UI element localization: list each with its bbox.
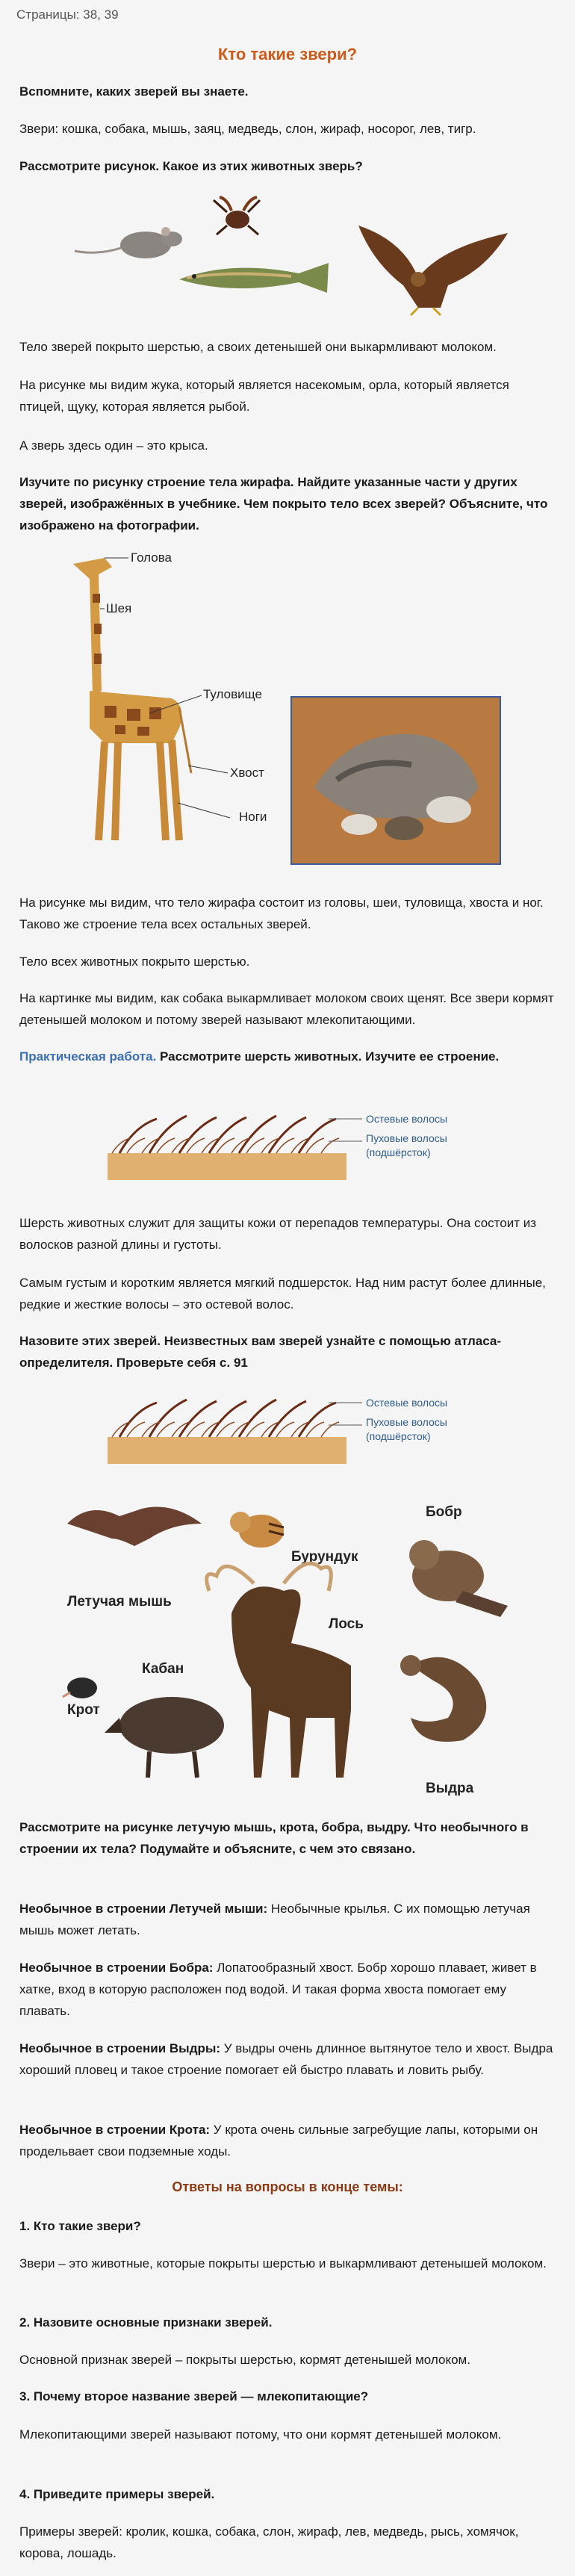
bat-feature	[19, 1898, 557, 1941]
question-5: Рассмотрите на рисунке летучую мышь, крота, бобра, выдру. Что необычного в строении их тела? Подумайте и объясните, с чем это связано.	[19, 1820, 529, 1856]
fur-diagram-2	[105, 1388, 448, 1477]
answer-2-3: А зверь здесь один – это крыса.	[19, 438, 208, 453]
answer-3-1: На рисунке мы видим, что тело жирафа состоит из головы, шеи, туловища, хвоста и ног. Таково же строение тела всех остальных зверей.	[19, 896, 544, 931]
answer-1: Звери: кошка, собака, мышь, заяц, медведь, слон, жираф, носорог, лев, тигр.	[19, 122, 476, 136]
label-line-legs	[178, 803, 230, 818]
label-neck: Шея	[106, 601, 132, 615]
label-head: Голова	[131, 550, 172, 565]
undercoat-label-2: (подшёрсток)	[366, 1430, 431, 1442]
final-answer-2: Основной признак зверей – покрыты шерстью, кормят детенышей молоком.	[19, 2353, 470, 2367]
beaver-feature-heading: Необычное в строении Бобра:	[19, 1961, 214, 1975]
practical-work-link[interactable]: Практическая работа.	[19, 1049, 157, 1064]
beetle-image	[214, 197, 260, 235]
label-body: Туловище	[203, 687, 262, 701]
final-answer-4: Примеры зверей: кролик, кошка, собака, слон, жираф, лев, медведь, рысь, хомячок, корова, лошадь.	[19, 2524, 519, 2560]
otter-feature-heading: Необычное в строении Выдры:	[19, 2041, 221, 2055]
label-boar: Кабан	[142, 1661, 184, 1677]
label-bat: Летучая мышь	[67, 1594, 172, 1610]
beaver-feature	[19, 1957, 557, 2022]
guard-hair-label-2: Остевые волосы	[366, 1397, 448, 1409]
undercoat-label: (подшёрсток)	[366, 1146, 431, 1158]
label-beaver: Бобр	[426, 1504, 462, 1520]
question-1: Вспомните, каких зверей вы знаете.	[19, 84, 249, 99]
bat-feature-heading: Необычное в строении Летучей мыши:	[19, 1902, 268, 1916]
animals-collage	[60, 1494, 523, 1807]
otter-feature-text: У выдры очень длинное вытянутое тело и хвост. Выдра хороший пловец и такое строение помогает ей быстро плавать и ловить рыбу.	[19, 2041, 553, 2077]
down-hair-label: Пуховые волосы	[366, 1132, 447, 1144]
label-line-tail	[188, 766, 228, 773]
final-question-2: 2. Назовите основные признаки зверей.	[19, 2315, 273, 2330]
practical-answer-2: Самым густым и коротким является мягкий подшерсток. Над ним растут более длинные, редкие и жесткие волосы – это остевой волос.	[19, 1276, 546, 1312]
pages-reference: Страницы: 38, 39	[16, 7, 119, 22]
beaver-image	[409, 1540, 508, 1617]
answer-2-1: Тело зверей покрыто шерстью, а своих детенышей они выкармливают молоком.	[19, 340, 497, 354]
practical-answer-1: Шерсть животных служит для защиты кожи от перепадов температуры. Она состоит из волосков разной длины и густоты.	[19, 1216, 537, 1252]
animals-figure	[67, 196, 515, 315]
final-question-1: 1. Кто такие звери?	[19, 2219, 141, 2233]
mole-feature-text: У крота очень сильные загребущие лапы, которыми он продельвает свои подземные ходы.	[19, 2123, 538, 2158]
label-mole: Крот	[67, 1702, 100, 1718]
mole-image	[63, 1677, 97, 1698]
label-tail: Хвост	[230, 766, 264, 780]
answer-2-2: На рисунке мы видим жука, который является насекомым, орла, который является птицей, щуку, которая является рыбой.	[19, 378, 509, 414]
fur-diagram-1	[105, 1096, 448, 1186]
rat-image	[75, 227, 182, 258]
bat-image	[67, 1507, 202, 1547]
final-question-3: 3. Почему второе название зверей — млекопитающие?	[19, 2389, 369, 2403]
elk-image	[207, 1563, 351, 1778]
label-chipmunk: Бурундук	[291, 1549, 358, 1565]
final-answer-1: Звери – это животные, которые покрыты шерстью и выкармливают детенышей молоком.	[19, 2256, 547, 2271]
answer-3-2: Тело всех животных покрыто шерстью.	[19, 955, 250, 969]
mole-feature	[19, 2119, 557, 2162]
final-question-4: 4. Приведите примеры зверей.	[19, 2487, 215, 2501]
question-2: Рассмотрите рисунок. Какое из этих животных зверь?	[19, 159, 363, 173]
label-otter: Выдра	[426, 1781, 474, 1796]
answer-3-3: На картинке мы видим, как собака выкармливает молоком своих щенят. Все звери кормят детенышей молоком и потому зверей называют млекопитающими.	[19, 991, 554, 1027]
boar-image	[105, 1697, 224, 1778]
label-legs: Ноги	[239, 810, 267, 824]
page-title: Кто такие звери?	[217, 45, 358, 63]
pike-image	[179, 263, 329, 293]
eagle-image	[358, 226, 508, 315]
dog-nursing-photo	[290, 696, 501, 865]
otter-feature	[19, 2037, 557, 2081]
practical-work-question	[19, 1046, 557, 1067]
giraffe-diagram	[60, 549, 284, 855]
otter-image	[400, 1655, 486, 1742]
question-3: Изучите по рисунку строение тела жирафа. Найдите указанные части у других зверей, изображённых в учебнике. Чем покрыто тело всех зверей? Объясните, что изображено на фотографии.	[19, 475, 548, 533]
answers-heading: Ответы на вопросы в конце темы:	[172, 2179, 403, 2194]
skin-layer	[108, 1153, 346, 1180]
beaver-feature-text: Лопатообразный хвост. Бобр хорошо плавает, живет в хатке, вход в которую расположен под водой. И такая форма хвоста помогает ему плавать.	[19, 1961, 537, 2018]
label-elk: Лось	[329, 1616, 364, 1632]
giraffe-image	[73, 558, 191, 840]
chipmunk-image	[230, 1512, 284, 1548]
mole-feature-heading: Необычное в строении Крота:	[19, 2123, 211, 2137]
guard-hair-label: Остевые волосы	[366, 1113, 448, 1125]
down-hair-label-2: Пуховые волосы	[366, 1416, 447, 1428]
practical-work-text: Рассмотрите шерсть животных. Изучите ее строение.	[156, 1049, 500, 1064]
question-4: Назовите этих зверей. Неизвестных вам зверей узнайте с помощью атласа-определителя. Проверьте себя с. 91	[19, 1334, 502, 1370]
final-answer-3: Млекопитающими зверей называют потому, что они кормят детенышей молоком.	[19, 2427, 502, 2442]
bat-feature-text: Необычные крылья. С их помощью летучая мышь может летать.	[19, 1902, 530, 1937]
